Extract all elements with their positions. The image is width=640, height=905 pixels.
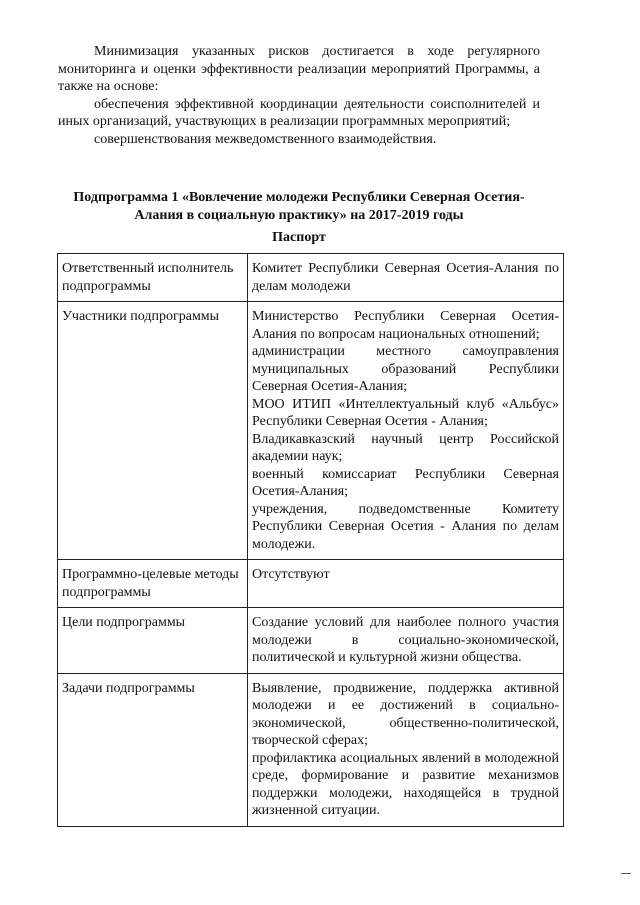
intro-section xyxy=(58,43,540,148)
subprogram-heading-line-1: Подпрограмма 1 «Вовлечение молодежи Республики Северная Осетия- xyxy=(73,190,525,205)
table-row xyxy=(58,608,564,674)
row-value xyxy=(248,560,564,608)
intro-paragraph-3: совершенствования межведомственного взаимодействия. xyxy=(94,131,437,147)
row-value xyxy=(248,254,564,302)
row-label: Программно-целевые методы подпрограммы xyxy=(58,560,248,608)
value-line: профилактика асоциальных явлений в молодежной среде, формирование и развитие механизмов поддержки молодежи, находящейся в трудной жизненной ситуации. xyxy=(252,750,559,818)
margin-mark xyxy=(621,873,631,874)
value-line: Комитет Республики Северная Осетия-Алания по делам молодежи xyxy=(252,261,559,294)
passport-title: Паспорт xyxy=(272,230,326,245)
row-label: Цели подпрограммы xyxy=(58,608,248,674)
row-value xyxy=(248,302,564,560)
row-label: Участники подпрограммы xyxy=(58,302,248,560)
passport-table xyxy=(57,253,564,827)
row-value xyxy=(248,673,564,826)
value-line: МОО ИТИП «Интеллектуальный клуб «Альбус» Республики Северная Осетия - Алания; xyxy=(252,396,559,429)
row-label: Ответственный исполнитель подпрограммы xyxy=(58,254,248,302)
intro-paragraph-1: Минимизация указанных рисков достигается в ходе регулярного мониторинга и оценки эффективности реализации мероприятий Программы, а также на основе: xyxy=(58,44,540,94)
value-line: Министерство Республики Северная Осетия-Алания по вопросам национальных отношений; xyxy=(252,309,559,342)
value-line: учреждения, подведомственные Комитету Республики Северная Осетия - Алания по делам молодежи. xyxy=(252,501,559,552)
row-value xyxy=(248,608,564,674)
value-line: Владикавказский научный центр Российской академии наук; xyxy=(252,431,559,464)
value-line: Отсутствуют xyxy=(252,567,330,582)
subprogram-heading xyxy=(58,189,540,225)
table-row xyxy=(58,302,564,560)
subprogram-heading-line-2: Алания в социальную практику» на 2017-2019 годы xyxy=(134,208,464,223)
value-line: Выявление, продвижение, поддержка активной молодежи и ее достижений в социально-экономической, общественно-политической, творческой сферах; xyxy=(252,680,559,748)
table-row xyxy=(58,673,564,826)
intro-paragraph-2: обеспечения эффективной координации деятельности соисполнителей и иных организаций, участвующих в реализации программных мероприятий; xyxy=(58,96,540,129)
value-line: военный комиссариат Республики Северная Осетия-Алания; xyxy=(252,466,559,499)
row-label: Задачи подпрограммы xyxy=(58,673,248,826)
value-line: администрации местного самоуправления муниципальных образований Республики Северная Осетия-Алания; xyxy=(252,344,559,394)
value-line: Создание условий для наиболее полного участия молодежи в социально-экономической, политической и культурной жизни общества. xyxy=(252,615,559,665)
table-row xyxy=(58,560,564,608)
table-row xyxy=(58,254,564,302)
